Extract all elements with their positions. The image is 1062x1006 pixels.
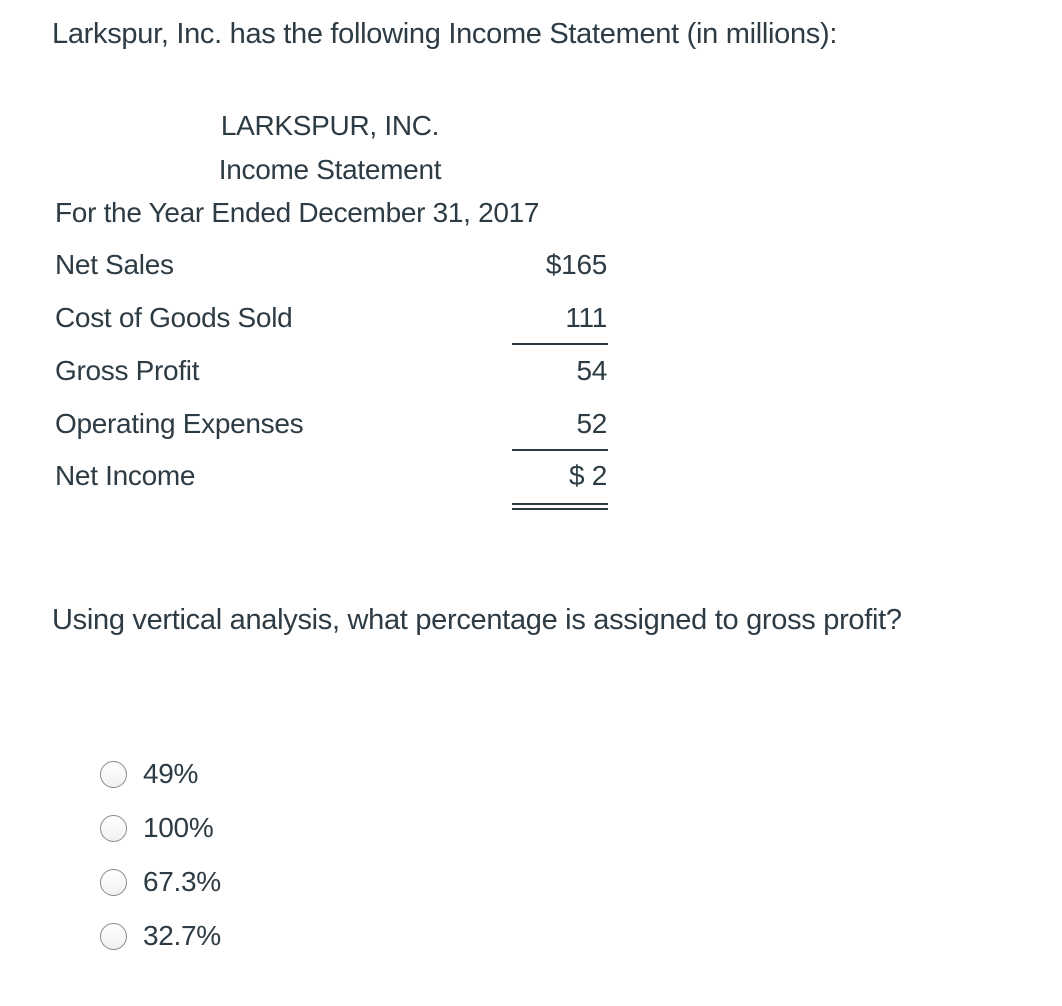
statement-row-operating-expenses bbox=[55, 404, 607, 444]
question-prompt: Using vertical analysis, what percentage is assigned to gross profit? bbox=[52, 604, 902, 636]
radio-button[interactable] bbox=[100, 923, 127, 950]
question-intro: Larkspur, Inc. has the following Income Statement (in millions): bbox=[52, 18, 838, 50]
statement-title: Income Statement bbox=[218, 154, 442, 185]
statement-row-gross-profit bbox=[55, 351, 607, 391]
row-amount: $ 2 bbox=[568, 460, 607, 491]
statement-company-name: LARKSPUR, INC. bbox=[220, 110, 440, 141]
statement-row-net-income bbox=[55, 456, 607, 496]
radio-button[interactable] bbox=[100, 815, 127, 842]
answer-label[interactable]: 49% bbox=[143, 758, 199, 789]
row-label: Cost of Goods Sold bbox=[55, 302, 293, 333]
statement-row-cost-of-goods-sold bbox=[55, 298, 607, 338]
row-label: Net Sales bbox=[55, 249, 174, 280]
subtotal-rule bbox=[512, 343, 608, 345]
total-double-rule bbox=[512, 503, 608, 510]
row-label: Gross Profit bbox=[55, 355, 200, 386]
row-label: Operating Expenses bbox=[55, 408, 304, 439]
subtotal-rule bbox=[512, 449, 608, 451]
row-amount: 52 bbox=[576, 408, 607, 439]
answer-label[interactable]: 32.7% bbox=[143, 920, 221, 951]
statement-row-net-sales bbox=[55, 245, 607, 285]
row-amount: 54 bbox=[576, 355, 607, 386]
statement-period: For the Year Ended December 31, 2017 bbox=[55, 197, 540, 228]
radio-button[interactable] bbox=[100, 869, 127, 896]
row-amount: $165 bbox=[545, 249, 607, 280]
row-amount: 111 bbox=[565, 302, 607, 333]
answer-label[interactable]: 67.3% bbox=[143, 866, 221, 897]
answer-label[interactable]: 100% bbox=[143, 812, 214, 843]
radio-button[interactable] bbox=[100, 761, 127, 788]
row-label: Net Income bbox=[55, 460, 196, 491]
